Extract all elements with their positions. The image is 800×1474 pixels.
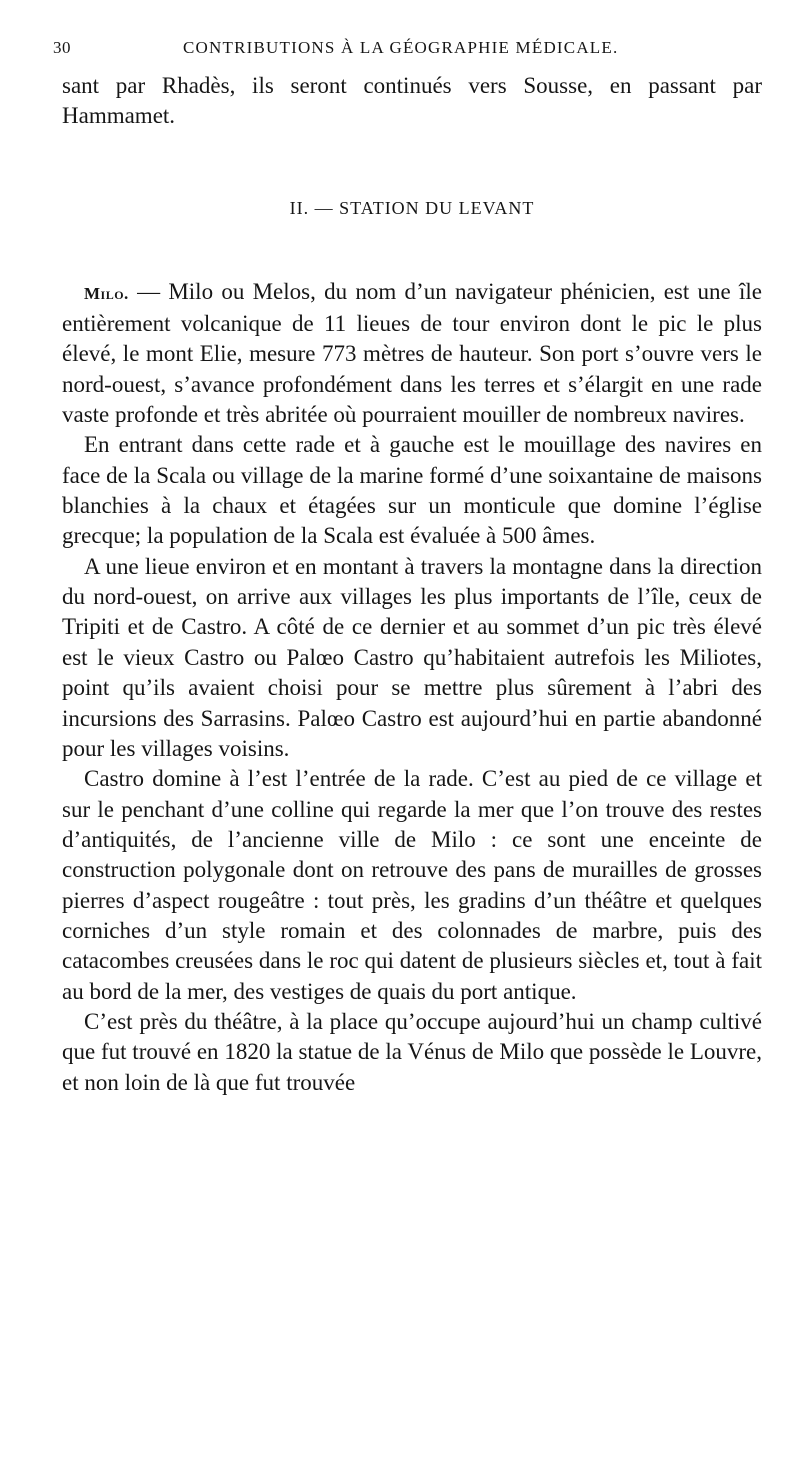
running-head (53, 38, 756, 64)
scala-paragraph: En entrant dans cette rade et à gauche est le mouillage des navires en face de la Scala ou village de la marine formé d’une soixantaine de maisons blanchies à la chaux et étagées sur un monticule que domine l’église grecque; la population de la Scala est évaluée à 500 âmes. (62, 432, 762, 549)
milo-lead-word: Milo. (84, 283, 129, 303)
section-heading: II. — STATION DU LEVANT (289, 197, 535, 218)
venus-paragraph: C’est près du théâtre, à la place qu’occupe aujourd’hui un champ cultivé que fut trouvé en 1820 la statue de la Vénus de Milo que possède le Louvre, et non loin de là que fut trouvée (62, 1008, 762, 1095)
milo-paragraph (62, 277, 762, 431)
intro-paragraph: sant par Rhadès, ils seront continués vers Sousse, en passant par Hammamet. (62, 73, 762, 129)
page-number: 30 (53, 38, 71, 57)
milo-paragraph-text: — Milo ou Melos, du nom d’un navigateur phénicien, est une île entièrement volcanique de 11 lieues de tour environ dont le pic le plus élevé, le mont Elie, mesure 773 mètres de hauteur. Son port s’ouvre vers le nord-ouest, s’avance profondément dans les terres et s’élargit en une rade vaste profonde et très abritée où pourraient mouiller de nombreux navires. (62, 278, 762, 428)
castro-paragraph: Castro domine à l’est l’entrée de la rade. C’est au pied de ce village et sur le penchant d’une colline qui regarde la mer que l’on trouve des restes d’antiquités, de l’ancienne ville de Milo : ce sont une enceinte de construction polygonale dont on retrouve des pans de murailles de grosses pierres d’aspect rougeâtre : tout près, les gradins d’un théâtre et quelques corniches d’un style romain et des colonnades de marbre, puis des catacombes creusées dans le roc qui datent de plusieurs siècles et, tout à fait au bord de la mer, des vestiges de quais du port antique. (62, 766, 762, 1004)
running-title: CONTRIBUTIONS À LA GÉOGRAPHIE MÉDICALE. (183, 38, 619, 57)
body-text (62, 71, 762, 1098)
tripiti-paragraph: A une lieue environ et en montant à travers la montagne dans la direction du nord-ouest, on arrive aux villages les plus importants de l’île, ceux de Tripiti et de Castro. A côté de ce dernier et au sommet d’un pic très élevé est le vieux Castro ou Palœo Castro qu’habitaient autrefois les Miliotes, point qu’ils avaient choisi pour se mettre plus sûrement à l’abri des incursions des Sarrasins. Palœo Castro est aujourd’hui en partie abandonné pour les villages voisins. (62, 553, 762, 761)
